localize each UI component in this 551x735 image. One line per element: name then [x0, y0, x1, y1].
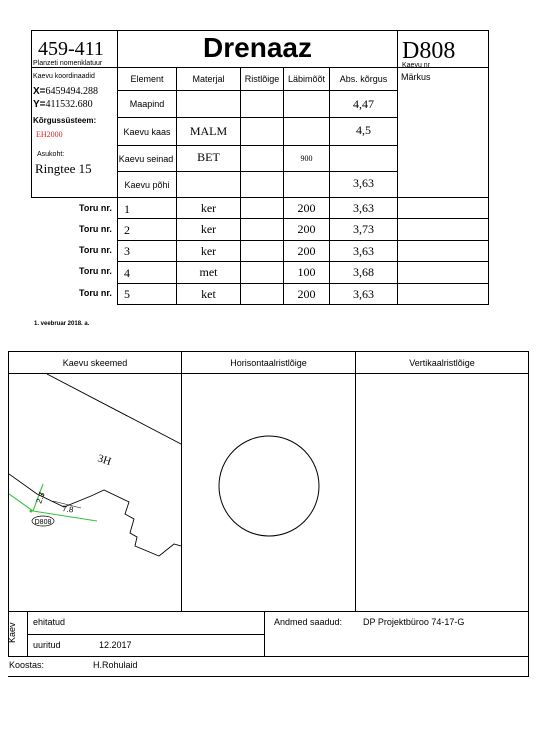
frame-line	[31, 30, 32, 198]
pipe-material: ker	[200, 200, 217, 215]
pipe-label: Toru nr.	[79, 266, 112, 276]
row-elevation-bottom: 3,63	[353, 175, 374, 190]
row-element-walls: Kaevu seinad	[118, 153, 174, 164]
row-material-cover: MALM	[189, 124, 228, 138]
pipe-label: Toru nr.	[79, 203, 112, 213]
height-system-label: Kõrgussüsteem:	[33, 116, 97, 125]
pipe-number: 4	[124, 266, 130, 280]
pipe-diameter: 200	[297, 222, 316, 236]
surveyed-label: uuritud	[33, 640, 61, 650]
pipe-diameter: 200	[297, 243, 316, 258]
col-header-cross-section: Ristlõige	[244, 74, 280, 84]
pipe-number: 3	[124, 244, 130, 258]
pipe-number: 5	[124, 287, 130, 301]
built-label: ehitatud	[33, 617, 66, 627]
x-coordinate	[33, 86, 98, 97]
building-outline	[9, 374, 181, 556]
pipe-material: ker	[200, 222, 217, 236]
horizontal-section-title: Horisontaalristlõige	[230, 357, 307, 368]
well-marker	[30, 510, 33, 513]
pipe-diameter: 200	[297, 200, 316, 215]
row-element-ground: Maapind	[129, 99, 165, 109]
author-value: H.Rohulaid	[93, 660, 138, 670]
pipe-number: 2	[124, 223, 130, 237]
frame-line	[528, 351, 529, 677]
col-header-remarks: Märkus	[401, 72, 431, 82]
well-id-caption: Kaevu nr	[402, 62, 431, 69]
pipe-label: Toru nr.	[79, 288, 112, 298]
row-diameter-walls: 900	[300, 154, 313, 163]
pipe-elevation: 3,63	[353, 243, 374, 258]
sheet-code: 459-411	[38, 38, 104, 60]
frame-line	[8, 611, 528, 612]
row-element-bottom: Kaevu põhi	[124, 179, 170, 190]
location-value: Ringtee 15	[35, 161, 92, 176]
frame-line	[355, 351, 356, 611]
row-material-walls: BET	[197, 149, 220, 164]
pipe-material: met	[199, 265, 218, 279]
well-id: D808	[402, 38, 456, 64]
frame-line	[8, 656, 529, 657]
source-value: DP Projektbüroo 74-17-G	[363, 617, 465, 627]
page-title: Drenaaz	[203, 32, 312, 63]
surveyed-value: 12.2017	[99, 640, 132, 650]
frame-line	[31, 30, 489, 31]
pipe-elevation: 3,68	[353, 265, 374, 279]
x-value: 6459494.288	[45, 86, 99, 97]
source-label: Andmed saadud:	[274, 617, 343, 627]
height-system-value: EH2000	[36, 130, 63, 139]
y-value: 411532.680	[45, 99, 93, 110]
col-header-diameter: Läbimõõt	[287, 74, 326, 84]
frame-line	[8, 676, 529, 677]
frame-line	[117, 304, 489, 305]
building-label: 3H	[96, 452, 113, 469]
pipe-elevation: 3,73	[353, 222, 374, 236]
pipe-material: ket	[201, 286, 216, 301]
frame-line	[27, 611, 28, 657]
pipe-material: ker	[200, 243, 217, 258]
sheet-code-caption: Planzeti nomenklatuur	[33, 60, 103, 67]
frame-line	[27, 634, 264, 635]
well-circle	[219, 436, 319, 536]
plan-view-drawing	[9, 374, 181, 611]
row-elevation-ground: 4,47	[353, 96, 374, 111]
location-label: Asukoht:	[37, 151, 65, 158]
dimension-label-1: 2.3	[34, 491, 47, 505]
frame-line	[264, 611, 265, 657]
col-header-material: Materjal	[192, 74, 225, 84]
frame-line	[240, 67, 241, 305]
pipe-diameter: 100	[297, 265, 316, 279]
vertical-section-title: Vertikaalristlõige	[409, 357, 475, 368]
col-header-element: Element	[130, 74, 164, 84]
pipe-number: 1	[124, 202, 130, 216]
well-tag-label: D808	[34, 519, 52, 526]
frame-line	[488, 30, 489, 305]
y-label: Y=	[33, 99, 46, 110]
horizontal-section-drawing	[182, 374, 355, 611]
pipe-elevation: 3,63	[353, 286, 374, 301]
pipe-diameter: 200	[297, 286, 316, 301]
row-elevation-cover: 4,5	[356, 122, 371, 137]
author-label: Koostas:	[9, 660, 45, 670]
document-date: 1. veebruar 2018. a.	[34, 321, 90, 327]
plan-view-title: Kaevu skeemed	[62, 357, 128, 368]
col-header-elevation: Abs. kõrgus	[339, 74, 388, 84]
pipe-label: Toru nr.	[79, 245, 112, 255]
coords-heading: Kaevu koordinaadid	[33, 73, 95, 80]
frame-line	[31, 197, 489, 198]
dimension-label-2: 7.8	[61, 504, 74, 515]
frame-line	[397, 30, 398, 305]
pipe-lines	[9, 484, 97, 521]
side-label: Kaev	[7, 622, 17, 643]
pipe-label: Toru nr.	[79, 224, 112, 234]
y-coordinate	[33, 99, 93, 110]
pipe-elevation: 3,63	[353, 200, 374, 215]
row-element-cover: Kaevu kaas	[123, 126, 171, 137]
x-label: X=	[33, 86, 46, 97]
